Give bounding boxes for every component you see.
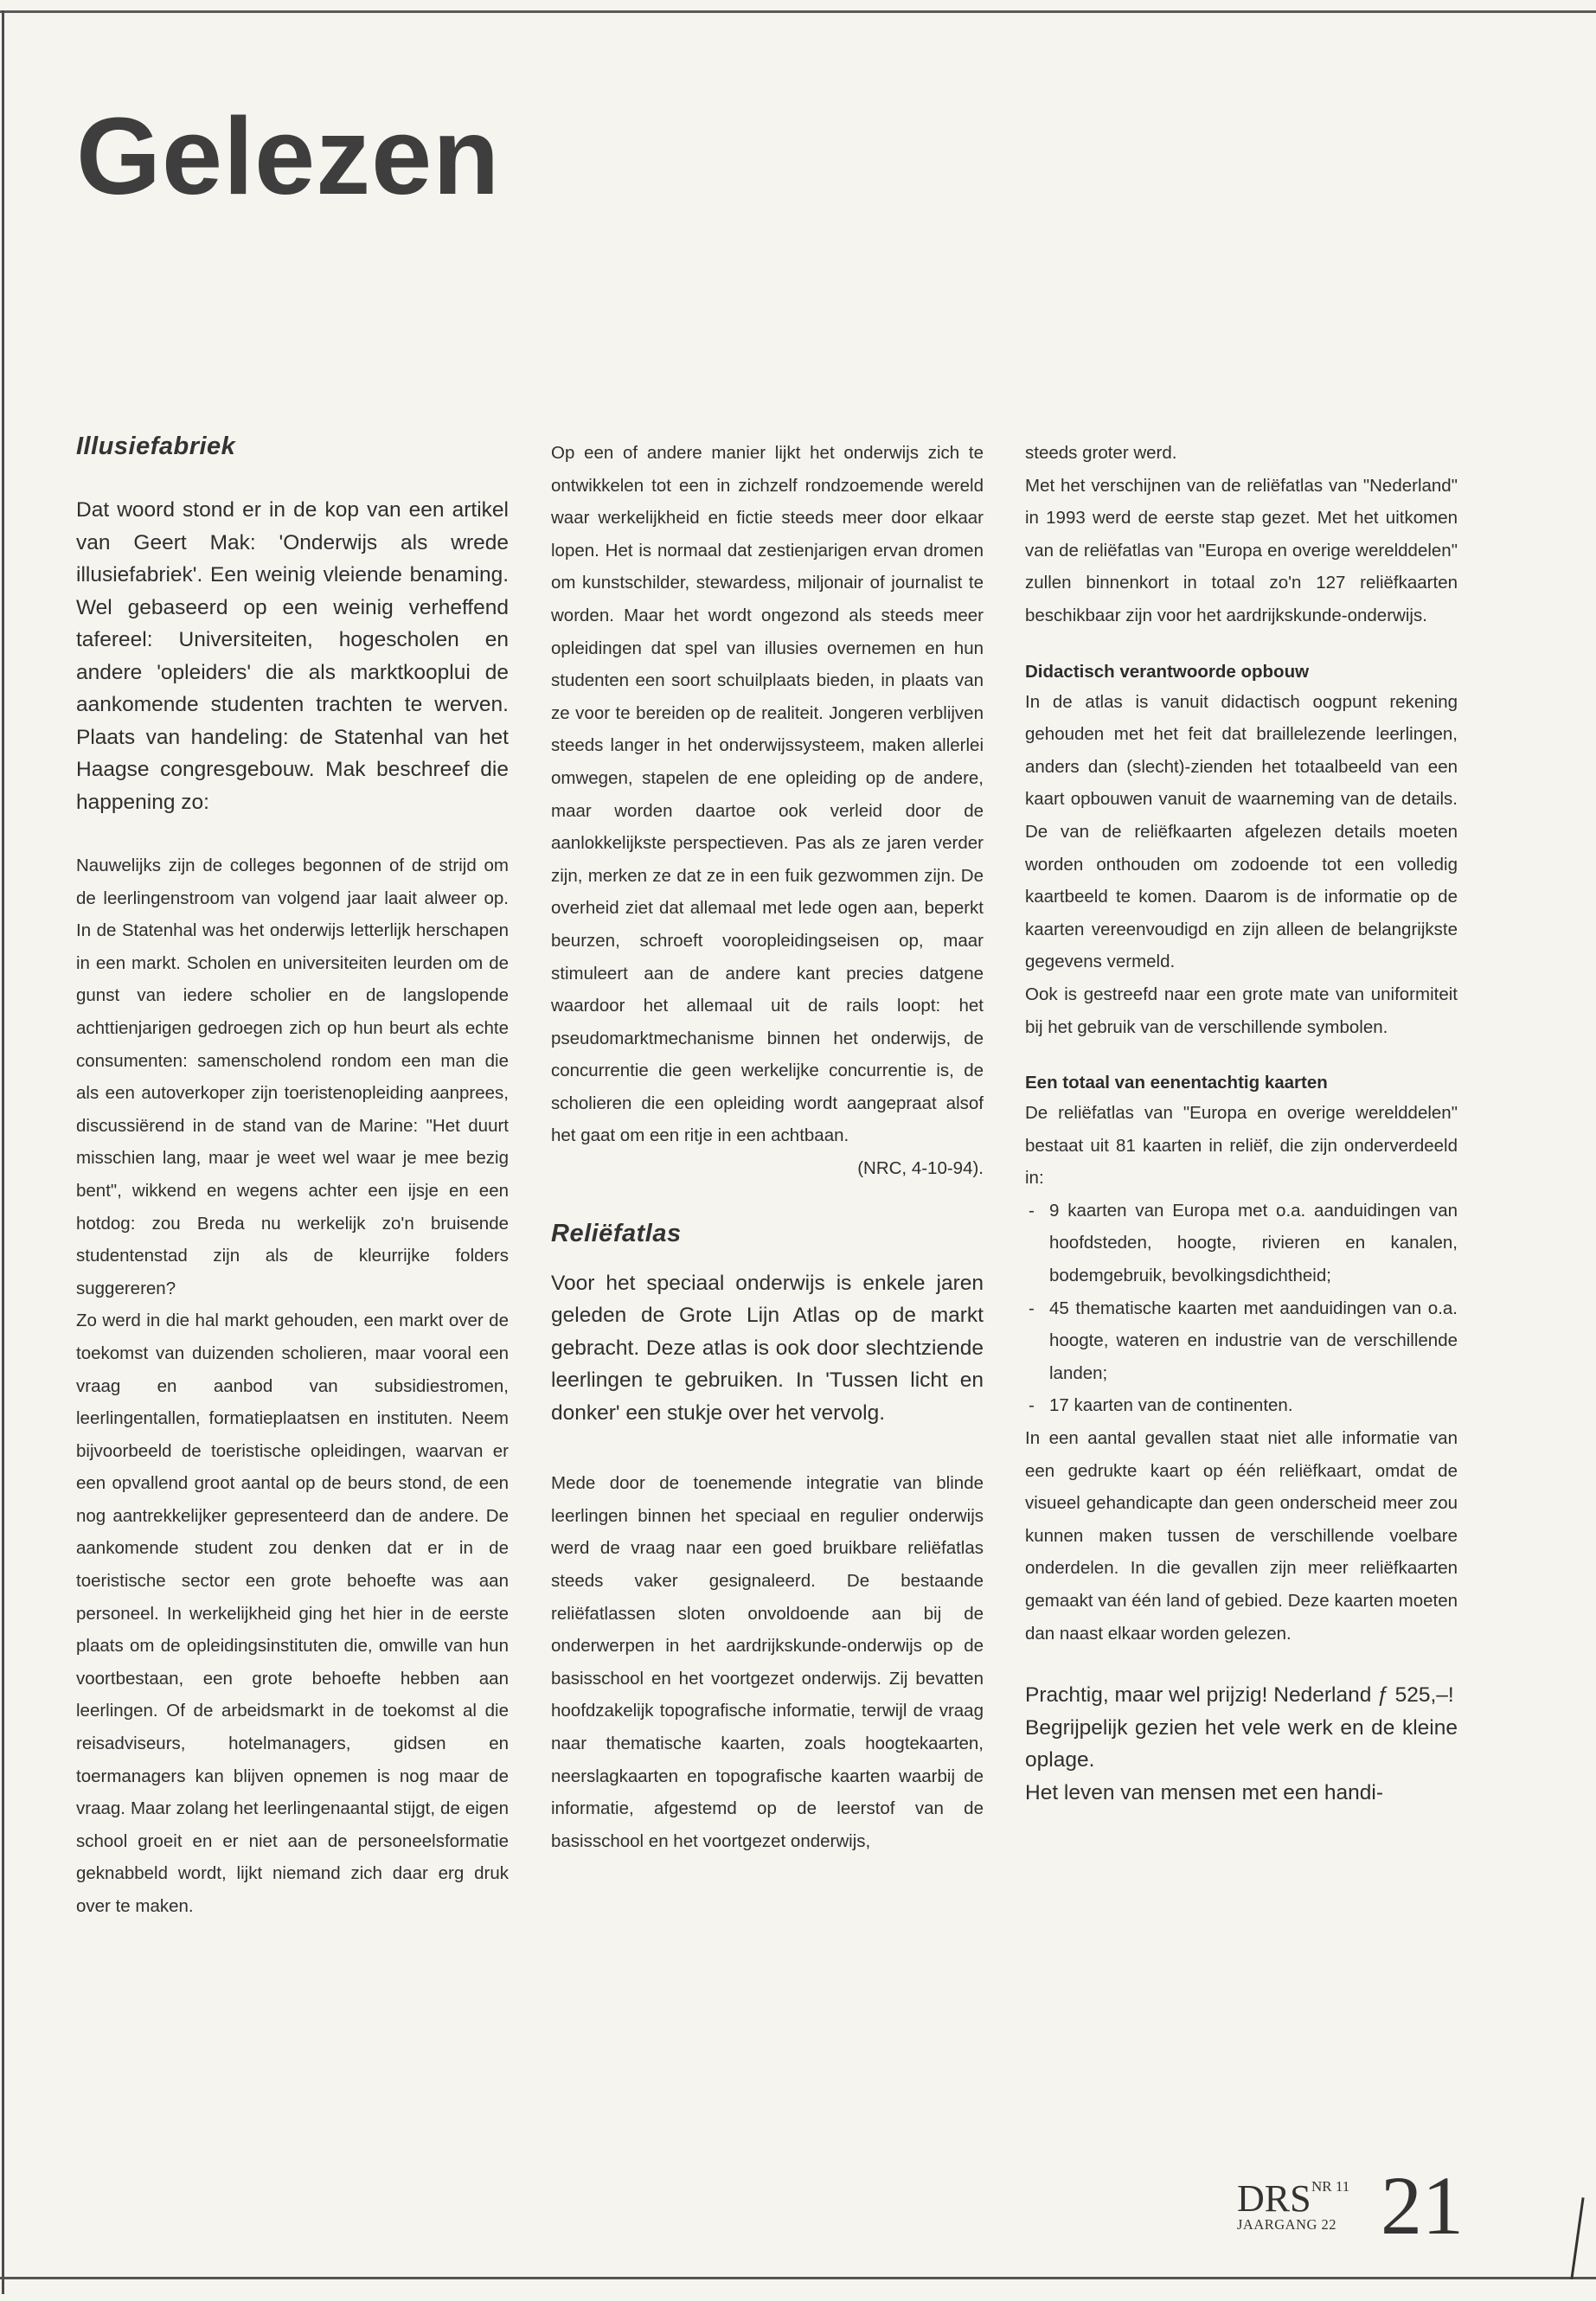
column-2 bbox=[551, 437, 984, 1857]
page-footer bbox=[1237, 2159, 1464, 2252]
maps-list bbox=[1025, 1195, 1458, 1422]
maps-intro: De reliëfatlas van "Europa en overige werelddelen" bestaat uit 81 kaarten in reliëf, die zijn onderverdeeld in: bbox=[1025, 1103, 1458, 1189]
didactic-paragraph: In de atlas is vanuit didactisch oogpunt rekening gehouden met het feit dat braillelezende leerlingen, anders dan (slecht)-zienden het totaalbeeld van een kaart opbouwen vanuit de waarneming van de details. De van de reliëfkaarten afgelezen details moeten worden onthouden om zodoende tot een volledig kaartbeeld te komen. Daarom is de informatie op de kaarten vereenvoudigd en zijn alleen de belangrijkste gegevens vermeld. bbox=[1025, 691, 1458, 972]
maps-detail-paragraph: In een aantal gevallen staat niet alle informatie van een gedrukte kaart op één reliëfkaart, omdat de visueel gehandicapte dan geen onderscheid meer zou kunnen maken tussen de verschillende voelbare onderdelen. In die gevallen zijn meer reliëfkaarten gemaakt van één land of gebied. Deze kaarten moeten dan naast elkaar worden gelezen. bbox=[1025, 1428, 1458, 1644]
reliefatlas-intro: Voor het speciaal onderwijs is enkele jaren geleden de Grote Lijn Atlas op de markt gebracht. Deze atlas is ook door slechtziende leerlingen te gebruiken. In 'Tussen licht en donker' een stukje over het vervolg. bbox=[551, 1271, 984, 1425]
list-item: - 17 kaarten van de continenten. bbox=[1025, 1389, 1458, 1422]
quote-continuation: Op een of andere manier lijkt het onderwijs zich te ontwikkelen tot een in zichzelf rondzoemende wereld waar werkelijkheid en fictie steeds meer door elkaar lopen. Het is normaal dat zestienjarigen ervan dromen om kunstschilder, stewardess, miljonair of journalist te worden. Maar het wordt ongezond als steeds meer opleidingen dat spel van illusies overnemen en hun studenten een soort schuilplaats bieden, in plaats van ze voor te bereiden op de realiteit. Jongeren verblijven steeds langer in het onderwijssysteem, maken allerlei omwegen, stapelen de ene opleiding op de andere, maar worden daartoe ook verleid door de aanlokkelijkste perspectieven. Pas als ze jaren verder zijn, merken ze dat ze in een fuik gezwommen zijn. De overheid ziet dat allemaal met lede ogen aan, beperkt beurzen, schroeft vooropleidingseisen op, maar stimuleert aan de andere kant precies datgene waardoor het allemaal uit de rails loopt: het pseudomarktmechanisme binnen het onderwijs, de concurrentie die geen werkelijke concurrentie is, de scholieren die een opleiding wordt aangepraat alsof het gaat om een ritje in een achtbaan. bbox=[551, 443, 984, 1146]
column-1 bbox=[76, 433, 509, 1923]
quote-paragraph: Nauwelijks zijn de colleges begonnen of de strijd om de leerlingenstroom van volgend jaar laait alweer op. In de Statenhal was het onderwijs letterlijk herschapen in een markt. Scholen en universiteiten leurden om de gunst van iedere scholier en de langslopende achttienjarigen gedroegen zich op hun beurt als echte consumenten: samenscholend rondom een man die als een autoverkoper zijn toeristenopleiding aanprees, discussiërend in de stand van de Marine: "Het duurt misschien lang, maar je weet wel waar je mee bezig bent", wikkend en wegens achter een ijsje en een hotdog: zou Breda nu werkelijk zo'n bruisende studentenstad zijn als de kleurrijke folders suggereren? bbox=[76, 856, 509, 1298]
page-title: Gelezen bbox=[76, 95, 501, 217]
subheading-didactisch: Didactisch verantwoorde opbouw bbox=[1025, 661, 1310, 682]
section-heading-illusiefabriek: Illusiefabriek bbox=[76, 433, 236, 460]
list-item: - 45 thematische kaarten met aanduidingen van o.a. hoogte, wateren en industrie van de verschillende landen; bbox=[1025, 1292, 1458, 1390]
bottom-border bbox=[0, 2277, 1596, 2279]
relief-paragraph: Met het verschijnen van de reliëfatlas van "Nederland" in 1993 werd de eerste stap gezet. Met het uitkomen van de reliëfatlas van "Europa en overige werelddelen" zullen binnenkort in totaal zo'n 127 reliëfkaarten beschikbaar zijn voor het aardrijkskunde-onderwijs. bbox=[1025, 475, 1458, 625]
closing-line: Het leven van mensen met een handi- bbox=[1025, 1780, 1384, 1804]
price-line: Prachtig, maar wel prijzig! Nederland ƒ 525,–! bbox=[1025, 1683, 1454, 1708]
reliefatlas-body: Mede door de toenemende integratie van blinde leerlingen binnen het speciaal en regulier onderwijs werd de vraag naar een goed bruikbare reliëfatlas steeds vaker gesignaleerd. De bestaande reliëfatlassen sloten onvoldoende aan bij de onderwerpen in het aardrijkskunde-onderwijs op de basisschool en het voortgezet onderwijs. Zij bevatten hoofdzakelijk topografische informatie, terwijl de vraag naar thematische kaarten, zoals hoogtekaarten, neerslagkaarten en topografische kaarten waarbij de informatie, afgestemd op de leerstof van de basisschool en het voortgezet onderwijs, bbox=[551, 1473, 984, 1851]
column-3 bbox=[1025, 437, 1458, 1809]
top-border bbox=[0, 10, 1596, 13]
corner-mark bbox=[1570, 2197, 1584, 2279]
section-heading-reliefatlas: Reliëfatlas bbox=[551, 1219, 682, 1247]
volume-label: JAARGANG 22 bbox=[1237, 2216, 1337, 2233]
quote-paragraph-2: Zo werd in die hal markt gehouden, een markt over de toekomst van duizenden scholieren, maar vooral een vraag en aanbod van subsidiestromen, leerlingentallen, formatieplaatsen en instituten. Neem bijvoorbeeld de toeristische opleidingen, waarvan er een opvallend groot aantal op de beurs stond, de een nog aantrekkelijker gepresenteerd dan de andere. De aankomende student zou denken dat er in de toeristische sector een grote behoefte was aan personeel. In werkelijkheid ging het hier in de eerste plaats om de opleidingsinstituten die, omwille van hun voortbestaan, een grote behoefte hebben aan leerlingen. Of de arbeidsmarkt in de toekomst al die reisadviseurs, hotelmanagers, gidsen en toermanagers kan blijven opnemen is nog maar de vraag. Maar zolang het leerlingenaantal stijgt, de eigen school groeit en er niet aan de personeelsformatie geknabbeld wordt, lijkt niemand zich daar erg druk over te maken. bbox=[76, 1311, 509, 1916]
uniformity-paragraph: Ook is gestreefd naar een grote mate van uniformiteit bij het gebruik van de verschillende symbolen. bbox=[1025, 984, 1458, 1037]
text-continuation: steeds groter werd. bbox=[1025, 443, 1177, 463]
price-comment: Begrijpelijk gezien het vele werk en de kleine oplage. bbox=[1025, 1715, 1458, 1772]
issue-number: NR 11 bbox=[1311, 2178, 1350, 2195]
citation: (NRC, 4-10-94). bbox=[857, 1158, 984, 1179]
magazine-name: DRS bbox=[1237, 2177, 1311, 2220]
intro-paragraph: Dat woord stond er in de kop van een artikel van Geert Mak: 'Onderwijs als wrede illusiefabriek'. Een weinig vleiende benaming. Wel gebaseerd op een weinig verheffend tafereel: Universiteiten, hogescholen en andere 'opleiders' die als marktkooplui de aankomende studenten trachten te werven. Plaats van handeling: de Statenhal van het Haagse congresgebouw. Mak beschreef die happening zo: bbox=[76, 498, 509, 814]
page-number: 21 bbox=[1381, 2159, 1464, 2252]
list-item: - 9 kaarten van Europa met o.a. aanduidingen van hoofdsteden, hoogte, rivieren en kanalen, bodemgebruik, bevolkingsdichtheid; bbox=[1025, 1195, 1458, 1292]
left-border bbox=[2, 10, 4, 2294]
subheading-eenentachtig: Een totaal van eenentachtig kaarten bbox=[1025, 1073, 1328, 1093]
